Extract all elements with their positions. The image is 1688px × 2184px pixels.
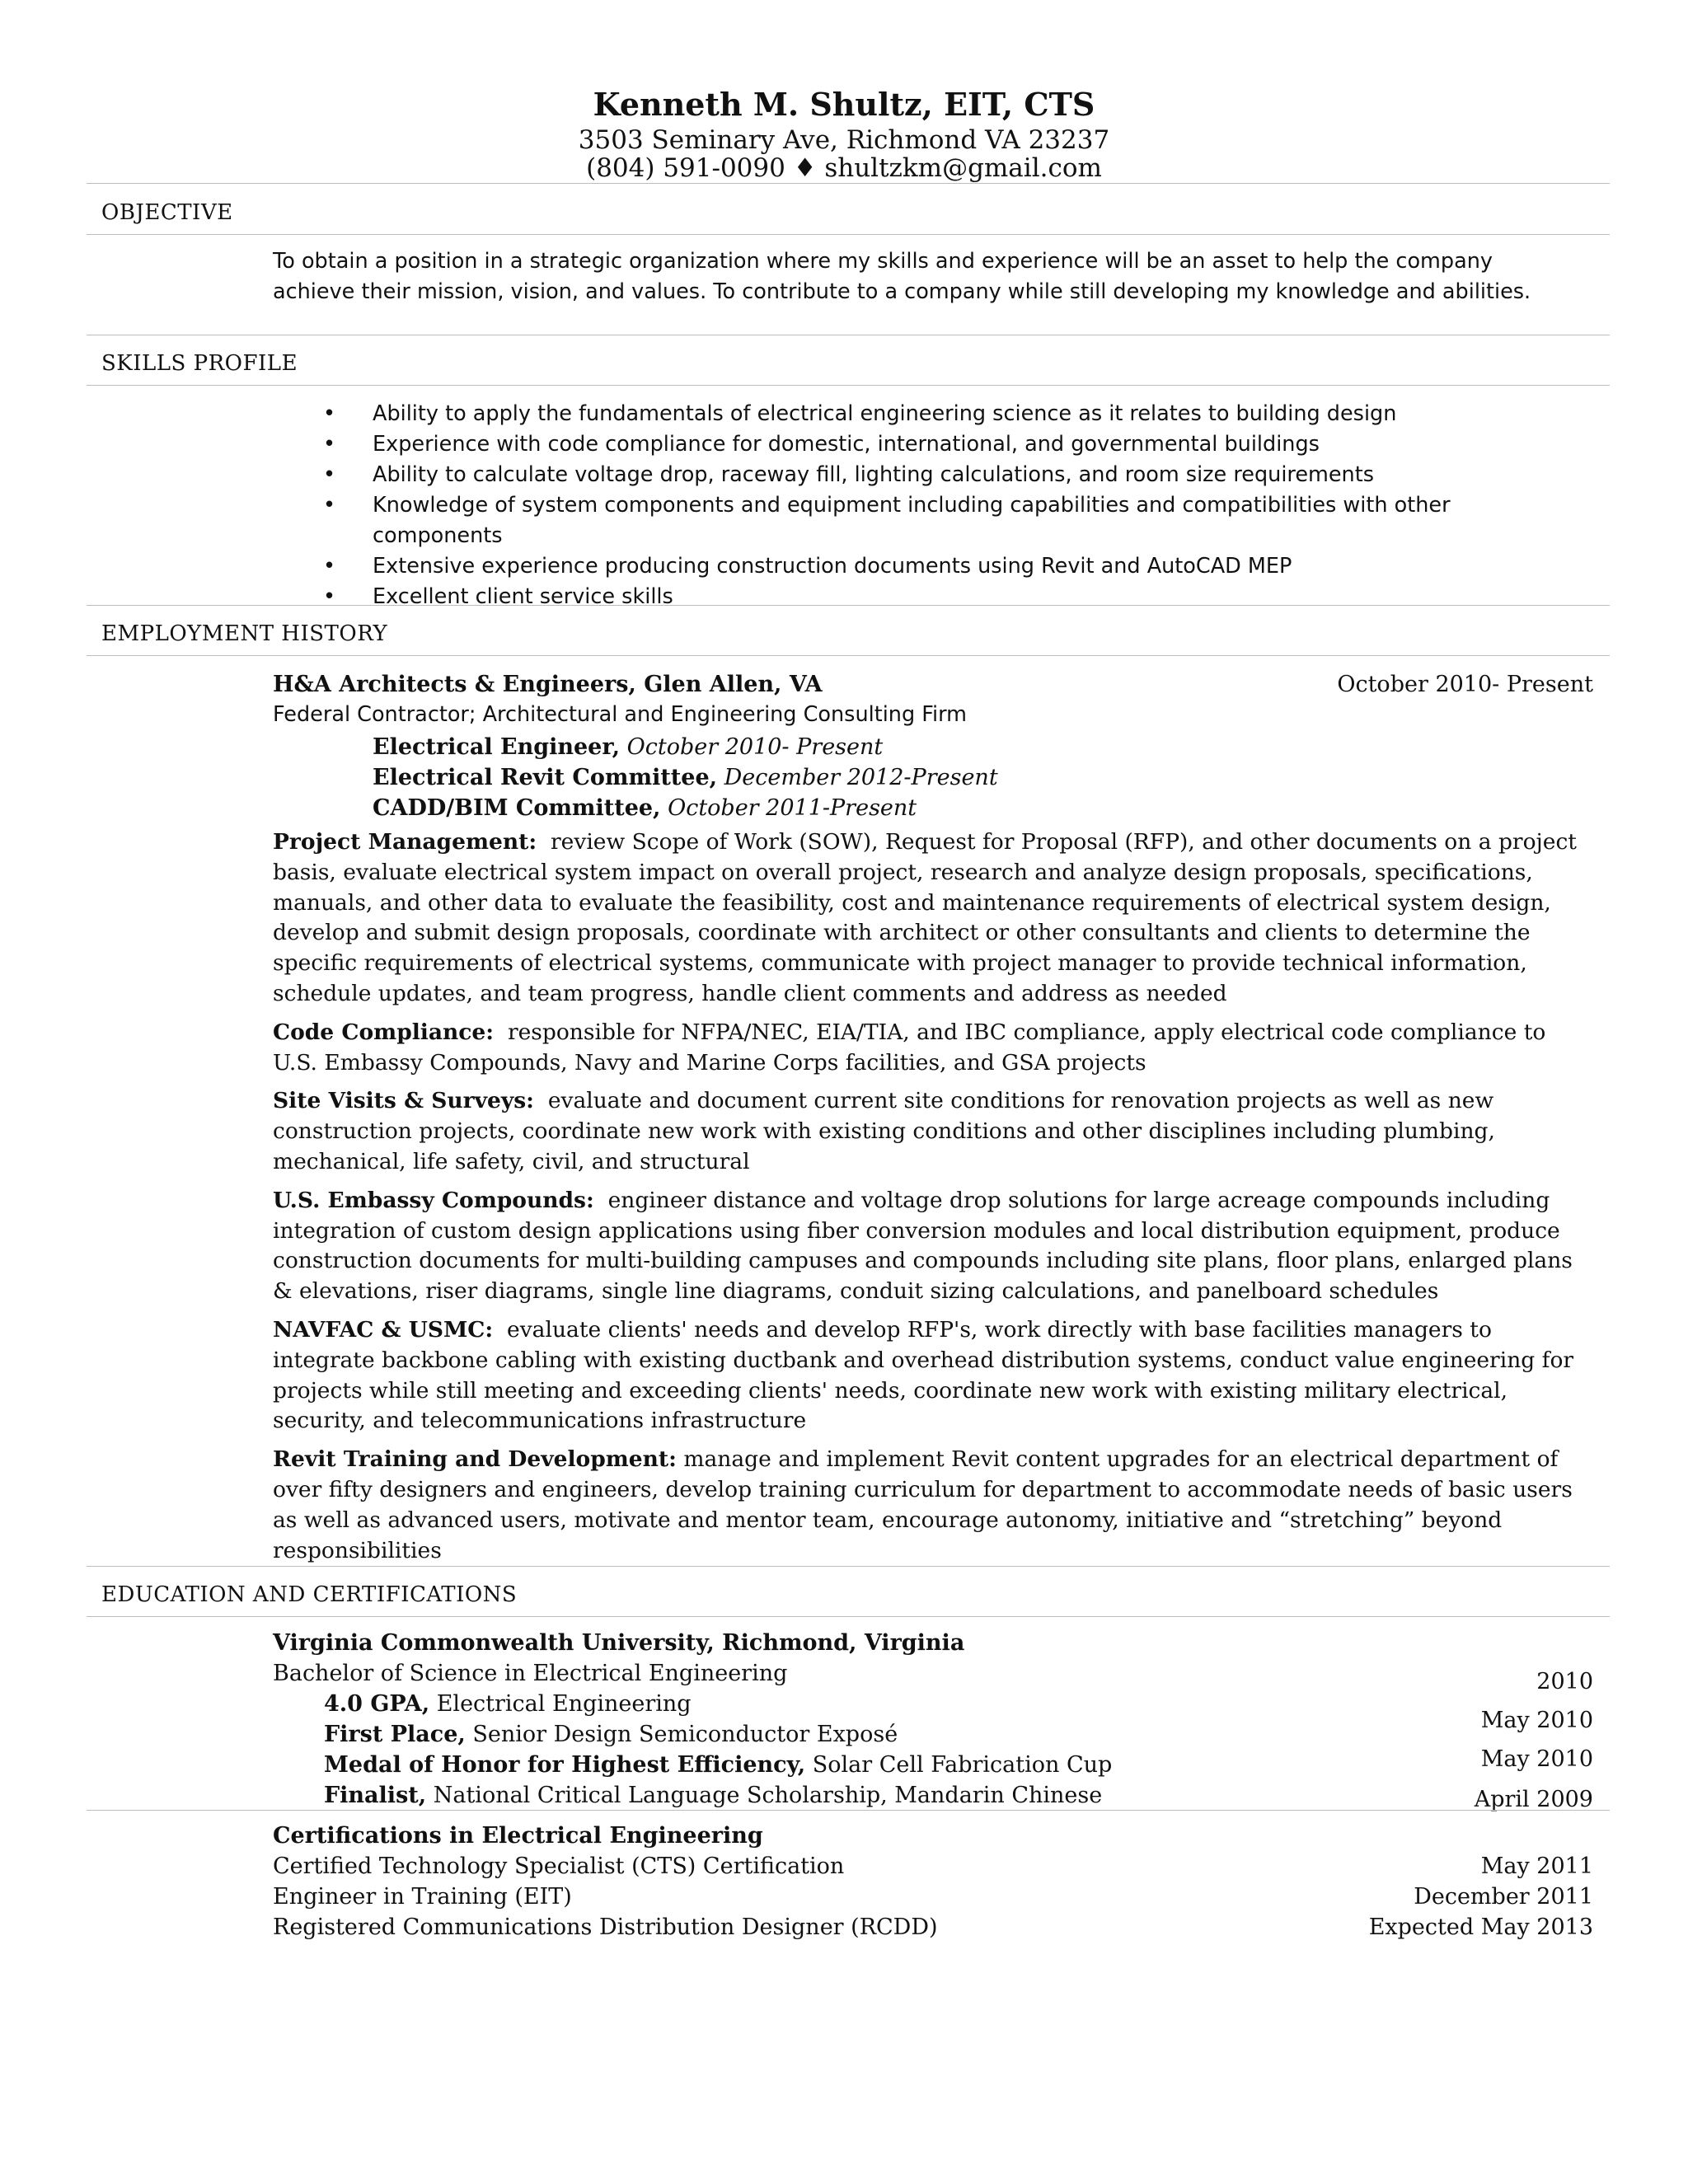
candidate-address: 3503 Seminary Ave, Richmond VA 23237 [578, 125, 1110, 155]
bullet: • [323, 554, 336, 579]
bullet: • [323, 493, 336, 518]
role-date: October 2010- Present [626, 734, 884, 760]
skill-text: Knowledge of system components and equipment including capabilities and compatibilities with other components [373, 493, 1451, 548]
honor-item [324, 1752, 1112, 1778]
roles-list [373, 732, 998, 823]
duty-label: U.S. Embassy Compounds: [273, 1187, 594, 1213]
duty-text: engineer distance and voltage drop solutions for large acreage compounds including integration of custom design applications using fiber conversion modules and local distribution equipment, produce construction documents for multi-building campuses and compounds including site plans, floor plans, enlarged plans & elevations, riser diagrams, single line diagrams, conduit sizing calculations, and panelboard schedules [273, 1187, 1573, 1305]
skill-text: Ability to calculate voltage drop, raceway fill, lighting calculations, and room size requirements [373, 462, 1374, 487]
cert-item: Registered Communications Distribution Designer (RCDD) [273, 1915, 938, 1940]
honor-text: National Critical Language Scholarship, Mandarin Chinese [433, 1783, 1103, 1808]
list-item [0, 399, 1535, 429]
honor-date: April 2009 [1474, 1787, 1593, 1812]
candidate-contact: (804) 591-0090 ♦ shultzkm@gmail.com [586, 153, 1102, 183]
role-title: CADD/BIM Committee, [373, 795, 661, 821]
divider [87, 655, 1610, 656]
duty-label: Code Compliance: [273, 1019, 495, 1045]
role-item [373, 732, 998, 762]
honor-text: Senior Design Semiconductor Exposé [472, 1722, 898, 1747]
skills-heading: SKILLS PROFILE [101, 351, 298, 376]
degree: Bachelor of Science in Electrical Engineering [273, 1661, 788, 1686]
divider [87, 1616, 1610, 1617]
candidate-name: Kenneth M. Shultz, EIT, CTS [593, 86, 1095, 123]
cert-item: Certified Technology Specialist (CTS) Certification [273, 1854, 845, 1879]
duty-label: NAVFAC & USMC: [273, 1316, 494, 1343]
duty-item [273, 1086, 1592, 1177]
bullet: • [323, 584, 336, 609]
duty-text: evaluate clients' needs and develop RFP's, work directly with base facilities managers to integrate backbone cabling with existing ductbank and overhead distribution systems, conduct value engineering for projects while still meeting and exceeding clients' needs, coordinate new work with existing military electrical, security, and telecommunications infrastructure [273, 1316, 1574, 1434]
honor-item [324, 1783, 1102, 1808]
skills-list [0, 399, 1535, 612]
skill-text: Extensive experience producing construction documents using Revit and AutoCAD MEP [373, 554, 1292, 579]
list-item [0, 460, 1535, 490]
duty-item [273, 1315, 1592, 1436]
divider [87, 234, 1610, 235]
honor-title: Finalist, [324, 1783, 427, 1808]
duty-label: Project Management: [273, 829, 537, 855]
skill-text: Ability to apply the fundamentals of electrical engineering science as it relates to building design [373, 401, 1397, 426]
role-title: Electrical Revit Committee, [373, 765, 718, 790]
honor-text: Solar Cell Fabrication Cup [812, 1752, 1113, 1778]
divider [87, 1566, 1610, 1567]
cert-date: Expected May 2013 [1368, 1915, 1593, 1940]
skill-text: Experience with code compliance for domestic, international, and governmental buildings [373, 432, 1320, 457]
employer-name: H&A Architects & Engineers, Glen Allen, VA [273, 672, 823, 697]
list-item [0, 429, 1535, 460]
duty-text: responsible for NFPA/NEC, EIA/TIA, and IBC compliance, apply electrical code compliance to U.S. Embassy Compounds, Navy and Marine Corps facilities, and GSA projects [273, 1019, 1546, 1076]
role-date: October 2011-Present [668, 795, 917, 821]
honor-title: 4.0 GPA, [324, 1691, 430, 1717]
divider [87, 1810, 1610, 1811]
school-name: Virginia Commonwealth University, Richmond, Virginia [273, 1630, 965, 1656]
objective-text: To obtain a position in a strategic organization where my skills and experience will be an asset to help the company achieve their mission, vision, and values. To contribute to a company while still developing my knowledge and abilities. [273, 249, 1531, 304]
bullet: • [323, 401, 336, 426]
role-item [373, 762, 998, 793]
divider [87, 183, 1610, 184]
cert-date: May 2011 [1480, 1854, 1593, 1879]
role-title: Electrical Engineer, [373, 734, 620, 760]
honor-date: May 2010 [1480, 1746, 1593, 1772]
duty-label: Revit Training and Development: [273, 1446, 677, 1473]
honor-date: May 2010 [1480, 1708, 1593, 1733]
duty-label: Site Visits & Surveys: [273, 1088, 534, 1114]
divider [87, 385, 1610, 386]
employment-dates: October 2010- Present [1337, 672, 1593, 697]
honor-item [324, 1722, 898, 1747]
degree-date: 2010 [1536, 1669, 1593, 1694]
duty-item [273, 827, 1592, 1010]
duty-item [273, 1445, 1592, 1566]
employment-heading: EMPLOYMENT HISTORY [101, 621, 388, 646]
employer-description: Federal Contractor; Architectural and Engineering Consulting Firm [273, 702, 968, 727]
cert-item: Engineer in Training (EIT) [273, 1884, 572, 1910]
duty-text: evaluate and document current site conditions for renovation projects as well as new construction projects, coordinate new work with existing conditions and other disciplines including plumbing, mechanical, life safety, civil, and structural [273, 1088, 1495, 1174]
list-item [0, 551, 1535, 582]
education-heading: EDUCATION AND CERTIFICATIONS [101, 1582, 518, 1607]
duty-item [273, 1186, 1592, 1307]
honor-item [324, 1691, 692, 1717]
honor-title: First Place, [324, 1722, 466, 1747]
bullet: • [323, 462, 336, 487]
list-item [0, 490, 1535, 551]
list-item [0, 582, 1535, 612]
skill-text: Excellent client service skills [373, 584, 673, 609]
duties-list [273, 827, 1592, 1574]
certifications-title: Certifications in Electrical Engineering [273, 1823, 763, 1849]
role-item [373, 793, 998, 823]
honor-text: Electrical Engineering [436, 1691, 692, 1717]
duty-text: review Scope of Work (SOW), Request for Proposal (RFP), and other documents on a project basis, evaluate electrical system impact on overall project, research and analyze design proposals, specifications, manuals, and other data to evaluate the feasibility, cost and maintenance requirements of electrical system design, develop and submit design proposals, coordinate with architect or other consultants and clients to determine the specific requirements of electrical systems, communicate with project manager to provide technical information, schedule updates, and team progress, handle client comments and address as needed [273, 829, 1577, 1006]
honor-title: Medal of Honor for Highest Efficiency, [324, 1752, 806, 1778]
duty-item [273, 1018, 1592, 1079]
objective-heading: OBJECTIVE [101, 200, 233, 225]
bullet: • [323, 432, 336, 457]
divider [87, 605, 1610, 606]
duty-text: manage and implement Revit content upgrades for an electrical department of over fifty designers and engineers, develop training curriculum for department to accommodate needs of basic users as well as advanced users, motivate and mentor team, encourage autonomy, initiative and “stretching” beyond responsibilities [273, 1446, 1573, 1563]
role-date: December 2012-Present [724, 765, 998, 790]
cert-date: December 2011 [1414, 1884, 1593, 1910]
